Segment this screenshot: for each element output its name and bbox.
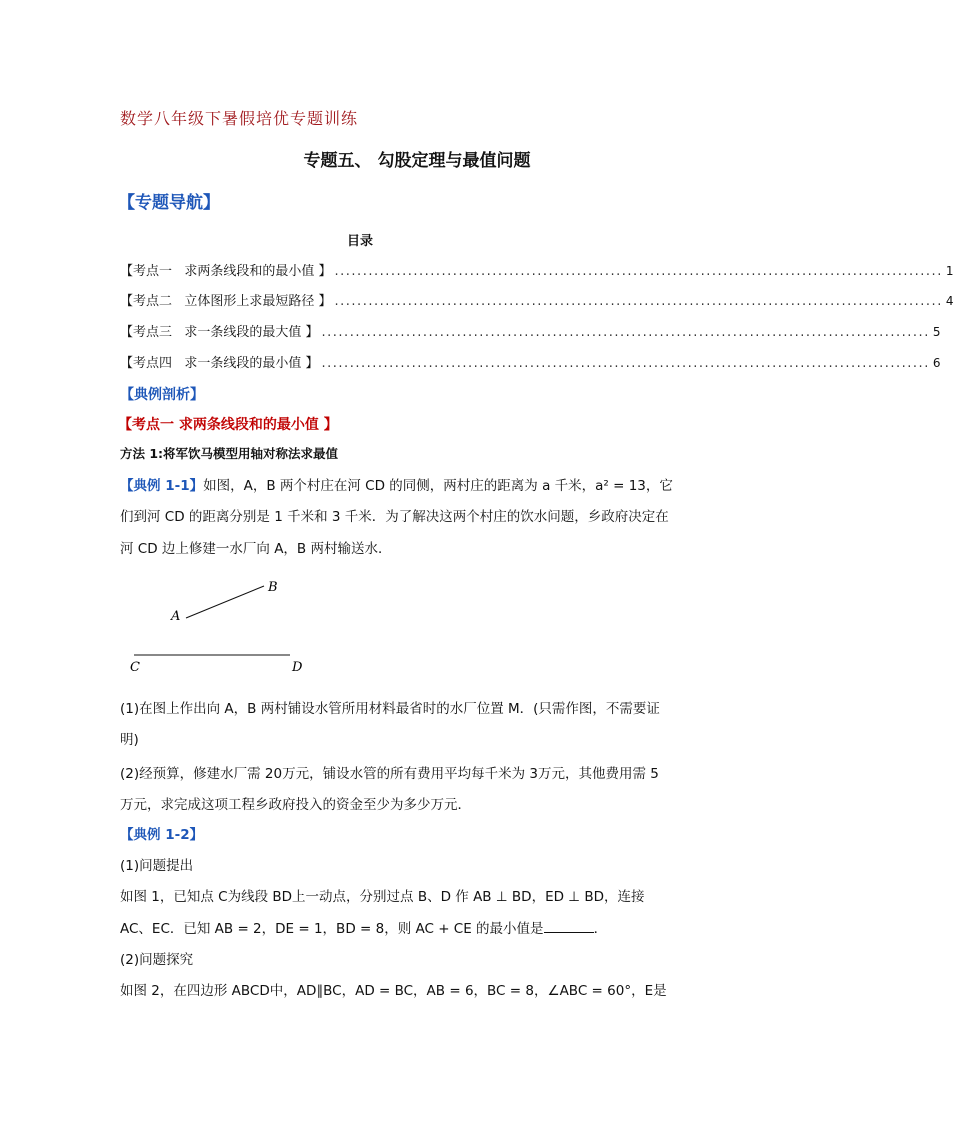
toc-item-label: 【考点四 求一条线段的最小值 】 xyxy=(120,356,319,371)
problem-2-text: 如图 2，在四边形 ABCD中，AD∥BC，AD = BC，AB = 6，BC = 8，∠ABC = 60°，E是 xyxy=(120,983,667,999)
toc-item-page: 4 xyxy=(945,294,953,308)
example-1-1-line xyxy=(120,474,680,494)
problem-1-text: 如图 1，已知点 C为线段 BD上一动点，分别过点 B、D 作 AB ⊥ BD，ED ⊥ BD，连接 xyxy=(120,889,645,905)
problem-1-text-pre: AC、EC．已知 AB = 2，DE = 1，BD = 8，则 AC + CE 的最小值是 xyxy=(120,921,544,937)
toc-item[interactable] xyxy=(120,260,953,280)
toc-leader: ............................................................................................................ xyxy=(334,294,943,309)
analysis-heading: 【典例剖析】 xyxy=(120,387,204,403)
toc-item-label: 【考点一 求两条线段和的最小值 】 xyxy=(120,264,332,279)
toc-leader: ............................................................................................................ xyxy=(321,356,930,371)
example-text: 如图，A，B 两个村庄在河 CD 的同侧，两村庄的距离为 a 千米，a² = 13，它 xyxy=(203,478,673,494)
answer-blank[interactable] xyxy=(544,918,594,933)
subsection-1: (1)问题提出 xyxy=(120,858,194,874)
toc-leader: ............................................................................................................ xyxy=(321,325,930,340)
example-tag: 【典例 1-1】 xyxy=(120,478,204,494)
subsection-2: (2)问题探究 xyxy=(120,952,194,968)
question-1-cont: 明) xyxy=(120,732,139,748)
series-title: 数学八年级下暑假培优专题训练 xyxy=(120,109,359,128)
example-tag: 【典例 1-2】 xyxy=(120,827,204,843)
toc-item-label: 【考点三 求一条线段的最大值 】 xyxy=(120,325,319,340)
toc-leader: ............................................................................................................ xyxy=(334,264,943,279)
page-title: 专题五、 勾股定理与最值问题 xyxy=(303,151,531,171)
toc-item-page: 6 xyxy=(932,356,941,370)
point-b-label: B xyxy=(268,580,278,595)
point-a-label: A xyxy=(171,609,181,624)
toc-item-page: 1 xyxy=(945,264,953,278)
point-c-label: C xyxy=(130,660,140,675)
point-d-label: D xyxy=(292,660,303,675)
toc-item-label: 【考点二 立体图形上求最短路径 】 xyxy=(120,294,332,309)
toc-item[interactable] xyxy=(120,290,953,310)
method-heading: 方法 1:将军饮马模型用轴对称法求最值 xyxy=(120,446,339,461)
point-heading: 【考点一 求两条线段和的最小值 】 xyxy=(118,417,338,433)
problem-1-text-post: ． xyxy=(593,921,608,937)
toc-item[interactable] xyxy=(120,321,941,341)
toc-heading: 目录 xyxy=(346,234,373,249)
toc-item[interactable] xyxy=(120,352,941,372)
example-text: 河 CD 边上修建一水厂向 A，B 两村输送水． xyxy=(120,541,392,557)
problem-1-text-cont xyxy=(120,917,680,937)
toc-item-page: 5 xyxy=(932,325,941,339)
river-village-figure xyxy=(120,572,320,678)
question-1: (1)在图上作出向 A，B 两村铺设水管所用材料最省时的水厂位置 M．(只需作图，不需要证 xyxy=(120,701,660,717)
question-2: (2)经预算，修建水厂需 20万元，铺设水管的所有费用平均每千米为 3万元，其他费用需 5 xyxy=(120,766,659,782)
section-nav-heading: 【专题导航】 xyxy=(118,193,220,213)
question-2-cont: 万元，求完成这项工程乡政府投入的资金至少为多少万元． xyxy=(120,797,471,813)
example-text: 们到河 CD 的距离分别是 1 千米和 3 千米．为了解决这两个村庄的饮水问题，乡政府决定在 xyxy=(120,509,669,525)
